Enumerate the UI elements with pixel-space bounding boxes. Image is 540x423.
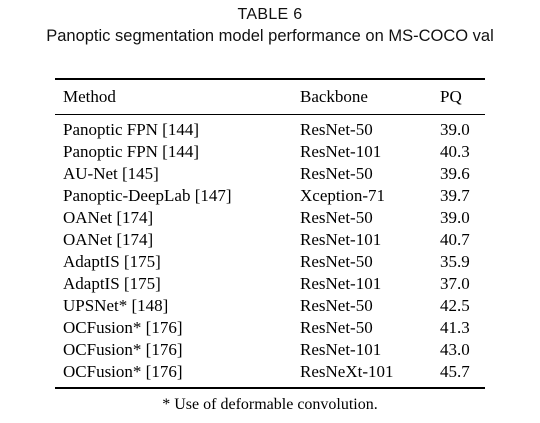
- backbone-cell: ResNet-50: [300, 208, 373, 227]
- pq-cell: 43.0: [440, 340, 470, 359]
- table-row: [55, 361, 485, 383]
- pq-cell: 39.0: [440, 208, 470, 227]
- table-row: [55, 141, 485, 163]
- results-table: [55, 119, 485, 383]
- header-row: [55, 86, 485, 108]
- table-header: [55, 86, 485, 108]
- method-cell: AU-Net [145]: [63, 164, 159, 183]
- backbone-cell: ResNet-101: [300, 230, 382, 249]
- method-cell: UPSNet* [148]: [63, 296, 169, 315]
- table-row: [55, 207, 485, 229]
- table-number: TABLE 6: [237, 6, 303, 23]
- pq-cell: 42.5: [440, 296, 470, 315]
- backbone-cell: ResNet-50: [300, 296, 373, 315]
- pq-cell: 39.7: [440, 186, 470, 205]
- method-cell: Panoptic FPN [144]: [63, 142, 199, 161]
- header-pq: PQ: [440, 87, 462, 106]
- header-rule: [55, 114, 485, 115]
- method-cell: AdaptIS [175]: [63, 274, 161, 293]
- table-row: [55, 339, 485, 361]
- table-row: [55, 185, 485, 207]
- backbone-cell: ResNet-50: [300, 164, 373, 183]
- header-backbone: Backbone: [300, 87, 368, 106]
- table-row: [55, 317, 485, 339]
- method-cell: Panoptic FPN [144]: [63, 120, 199, 139]
- backbone-cell: ResNet-50: [300, 120, 373, 139]
- backbone-cell: ResNet-101: [300, 142, 382, 161]
- method-cell: AdaptIS [175]: [63, 252, 161, 271]
- table-row: [55, 163, 485, 185]
- method-cell: OANet [174]: [63, 230, 154, 249]
- pq-cell: 45.7: [440, 362, 470, 381]
- pq-cell: 41.3: [440, 318, 470, 337]
- method-cell: OCFusion* [176]: [63, 340, 183, 359]
- method-cell: OCFusion* [176]: [63, 362, 183, 381]
- table-footnote: * Use of deformable convolution.: [162, 396, 378, 413]
- top-rule: [55, 78, 485, 80]
- backbone-cell: Xception-71: [300, 186, 385, 205]
- pq-cell: 40.7: [440, 230, 470, 249]
- table-title: Panoptic segmentation model performance on MS-COCO val: [46, 27, 494, 45]
- pq-cell: 35.9: [440, 252, 470, 271]
- method-cell: Panoptic-DeepLab [147]: [63, 186, 232, 205]
- backbone-cell: ResNet-101: [300, 274, 382, 293]
- method-cell: OCFusion* [176]: [63, 318, 183, 337]
- backbone-cell: ResNet-50: [300, 252, 373, 271]
- table-row: [55, 119, 485, 141]
- table-row: [55, 273, 485, 295]
- bottom-rule: [55, 387, 485, 389]
- backbone-cell: ResNet-101: [300, 340, 382, 359]
- header-method: Method: [63, 87, 116, 106]
- pq-cell: 40.3: [440, 142, 470, 161]
- pq-cell: 39.0: [440, 120, 470, 139]
- table-row: [55, 295, 485, 317]
- pq-cell: 37.0: [440, 274, 470, 293]
- method-cell: OANet [174]: [63, 208, 154, 227]
- backbone-cell: ResNet-50: [300, 318, 373, 337]
- backbone-cell: ResNeXt-101: [300, 362, 394, 381]
- table-row: [55, 229, 485, 251]
- table-row: [55, 251, 485, 273]
- pq-cell: 39.6: [440, 164, 470, 183]
